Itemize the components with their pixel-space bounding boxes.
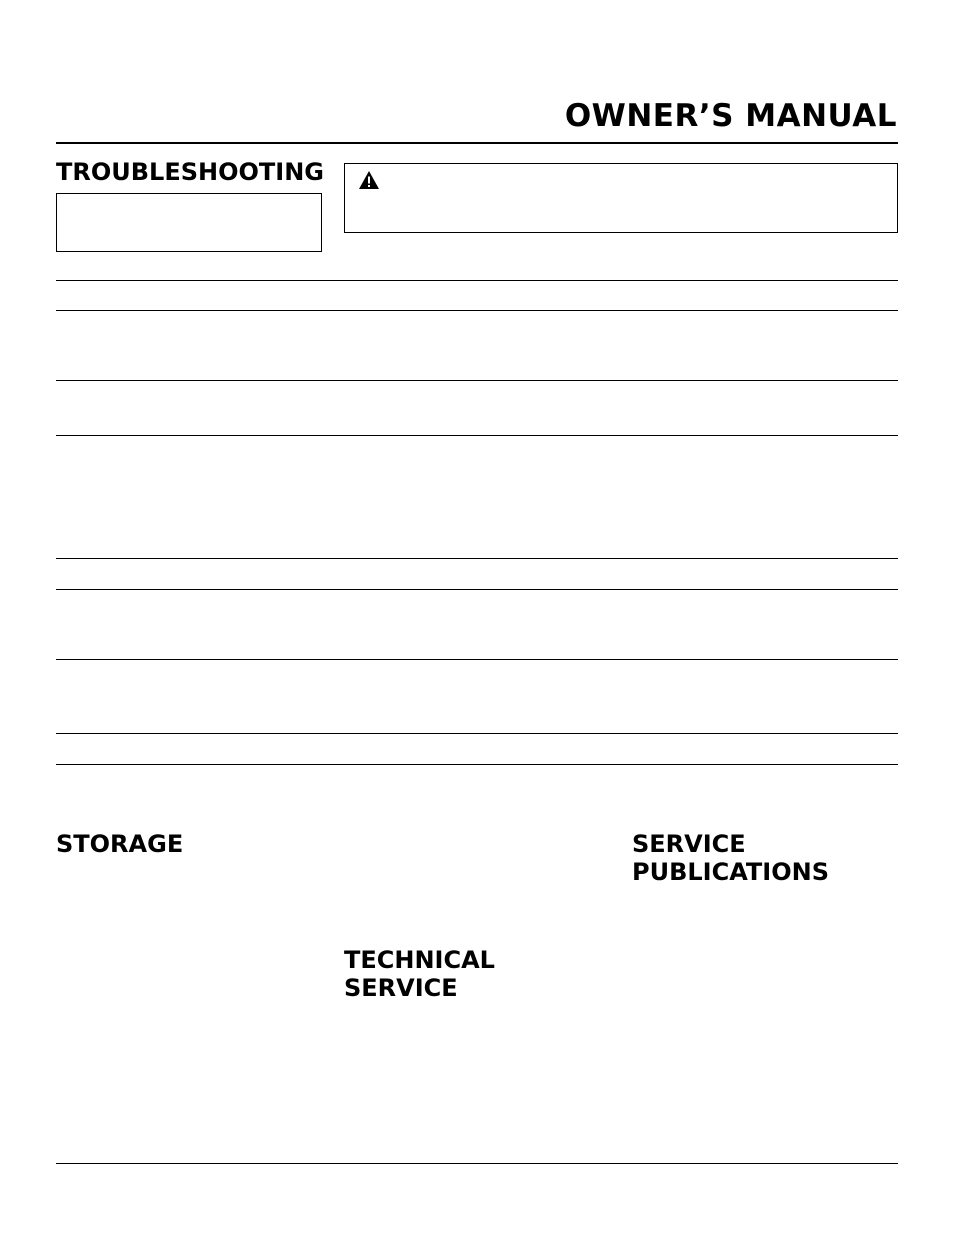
troubleshooting-notice-box <box>56 193 322 252</box>
table-rule <box>56 310 898 311</box>
technical-service-heading <box>344 946 495 1002</box>
table-rule <box>56 380 898 381</box>
service-publications-heading <box>632 830 829 886</box>
table-rule <box>56 764 898 765</box>
storage-heading: STORAGE <box>56 830 184 858</box>
service-publications-line-2: PUBLICATIONS <box>632 858 829 886</box>
table-rule <box>56 733 898 734</box>
technical-service-line-2: SERVICE <box>344 974 458 1002</box>
troubleshooting-heading: TROUBLESHOOTING <box>56 158 324 186</box>
table-rule <box>56 558 898 559</box>
technical-service-line-1: TECHNICAL <box>344 946 495 974</box>
warning-box <box>344 163 898 233</box>
footer-rule <box>56 1163 898 1164</box>
table-rule <box>56 589 898 590</box>
table-rule <box>56 280 898 281</box>
page-title: OWNER’S MANUAL <box>564 98 897 134</box>
warning-triangle-icon <box>358 170 380 190</box>
table-rule <box>56 435 898 436</box>
header-rule <box>56 142 898 144</box>
service-publications-line-1: SERVICE <box>632 830 746 858</box>
table-rule <box>56 659 898 660</box>
